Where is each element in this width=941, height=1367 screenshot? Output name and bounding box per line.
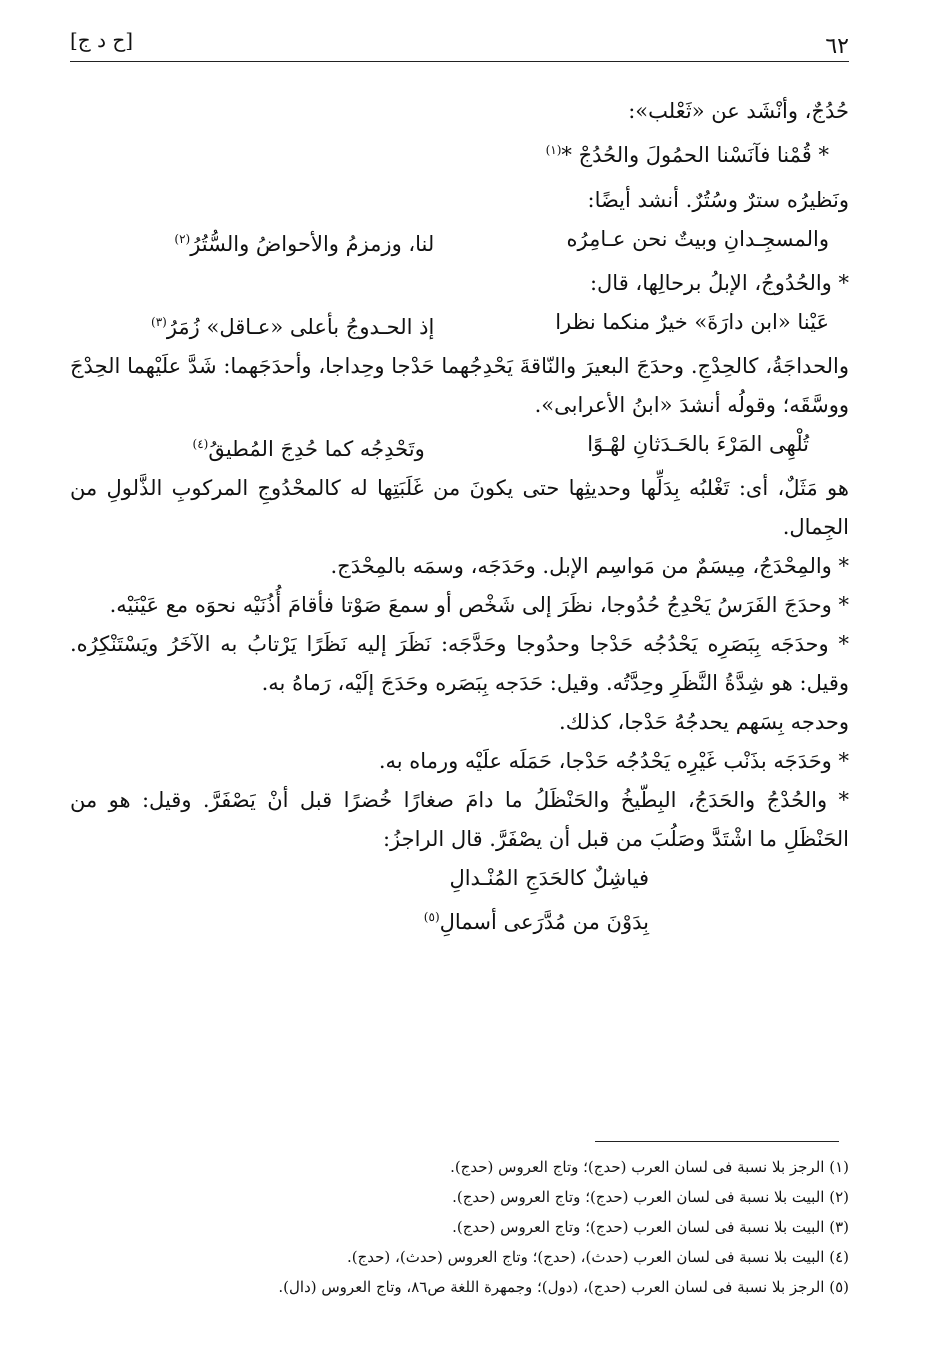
verse-line bbox=[70, 303, 849, 347]
verse-line bbox=[70, 131, 849, 175]
header-rule bbox=[70, 61, 849, 62]
verse-hemistich-2 bbox=[70, 220, 434, 264]
text-paragraph: هو مَثَلٌ، أى: تَغْلبُه بِدَلِّها وحديثِها حتى يكونَ من غَلَبَتِها له كالمحْدُوجِ المركوبِ الذَّلولِ من الجِمال. bbox=[70, 476, 849, 539]
footnote-ref: (٤) bbox=[192, 437, 209, 451]
text-paragraph: * والمِحْدَجُ، مِيسَمٌ من مَواسِم الإبل. وحَدَجَه، وسمَه بالمِحْدَج. bbox=[330, 554, 849, 578]
verse-line bbox=[70, 220, 849, 264]
page-header bbox=[70, 28, 849, 68]
verse-line bbox=[70, 898, 849, 942]
verse-text: إذ الحـدوجُ بأعلى «عـاقل» زُمَرُ bbox=[166, 315, 435, 339]
footnote-ref: (١) bbox=[545, 143, 562, 157]
footnote: (٤) البيت بلا نسبة فى لسان العرب (حدث)، (حدج)؛ وتاج العروس (حدث)، (حدج). bbox=[346, 1248, 849, 1266]
text-paragraph: * والحُدْجُ والحَدَجُ، البِطّيخُ والحَنْظَلُ ما دامَ صغارًا خُضرًا قبل أنْ يَصْفَرَّ. وقيل: هو من الحَنْظَلِ ما اشْتَدَّ وصَلُبَ من قبل أن يصْفَرَّ. قال الراجزُ: bbox=[70, 788, 849, 851]
main-text bbox=[70, 92, 849, 942]
verse-text: فياشِلٌ كالحَدَجِ المُنْـدالِ bbox=[449, 866, 649, 890]
verse-text: لنا، وزمزمُ والأحواضُ والسُّتُرُ bbox=[190, 232, 435, 256]
verse-hemistich-1: عَيْنا «ابن دارَةَ» خيرٌ منكما نظرا bbox=[555, 310, 829, 334]
footnotes bbox=[70, 1152, 849, 1302]
text-line: ونَظيرُه سترٌ وسُتُرٌ. أنشد أيضًا: bbox=[587, 188, 849, 212]
footnote-ref: (٣) bbox=[151, 315, 167, 329]
text-line: وحدجه بِسَهم يحدجُهُ حَدْجا، كذلك. bbox=[559, 710, 849, 734]
footnote-ref: (٢) bbox=[174, 232, 191, 246]
verse-hemistich-2 bbox=[70, 425, 425, 469]
footnote: (٥) الرجز بلا نسبة فى لسان العرب (حدج)، (دول)؛ وجمهرة اللغة ص٨٦، وتاج العروس (دال). bbox=[278, 1278, 849, 1296]
footnote: (١) الرجز بلا نسبة فى لسان العرب (حدج)؛ وتاج العروس (حدج). bbox=[450, 1158, 849, 1176]
text-paragraph: * وحدَجَه بِبَصَرِه يَحْدُجُه حَدْجا وحدُوجا وحَدَّجَه: نَظَرَ إليه نَظَرًا يَرْتابُ به الآخَرُ ويَسْتَنْكِرُه. وقيل: هو شِدَّةُ النَّظَرِ وحِدَّتُه. وقيل: حَدَجه بِبَصَره وحَدَجَ إلَيْه، رَماهُ به. bbox=[70, 632, 849, 695]
verse-line bbox=[70, 859, 849, 898]
verse-hemistich-1: تُلْهِى المَرْءَ بالحَـدَثانِ لهْـوًا bbox=[587, 432, 809, 456]
footnote: (٢) البيت بلا نسبة فى لسان العرب (حدج)؛ وتاج العروس (حدج). bbox=[452, 1188, 849, 1206]
verse-hemistich-1: والمسجِـدانِ وبيتٌ نحن عـامِرُه bbox=[566, 227, 829, 251]
footnote-rule bbox=[595, 1141, 839, 1142]
text-line: حُدُجٌ، وأنْشَد عن «ثَعْلب»: bbox=[628, 99, 849, 123]
page-number: ٦٢ bbox=[825, 34, 849, 59]
text-line: * والحُدُوجُ، الإبلُ برحالِها، قال: bbox=[589, 271, 849, 295]
text-paragraph: والحداجَةُ، كالحِدْجِ. وحدَجَ البعيرَ والنّاقةَ يَحْدِجُهما حَدْجا وحِداجا، وأحدَجَهما: شَدَّ علَيْهما الحِدْجَ ووسَّقَه؛ وقولُه أنشدَ «ابنُ الأعرابى». bbox=[70, 354, 849, 417]
footnote: (٣) البيت بلا نسبة فى لسان العرب (حدج)؛ وتاج العروس (حدج). bbox=[452, 1218, 849, 1236]
verse-text: بِدَوْنَ من مُدَّرَعى أسمالِ bbox=[439, 910, 649, 934]
verse-text: * قُمْنا فآنَسْنا الحمُولَ والحُدُجْ * bbox=[561, 143, 829, 167]
text-line: * وحَدَجَه بذَنْب غَيْرِه يَحْدُجُه حَدْجا، حَمَلَه علَيْه ورماه به. bbox=[378, 749, 849, 773]
verse-text: وتَحْدِجُه كما حُدِجَ المُطيقُ bbox=[208, 437, 425, 461]
text-paragraph: * وحدَجَ الفَرَسُ يَحْدِجُ حُدُوجا، نظَرَ إلى شَخْص أو سمعَ صَوْتا فأقامَ أُذُنَيْه نحوَه مع عَيْنَيْه. bbox=[109, 593, 849, 617]
footnote-ref: (٥) bbox=[423, 910, 440, 924]
section-label: [ح د ج] bbox=[70, 28, 134, 52]
verse-line bbox=[70, 425, 849, 469]
verse-hemistich-2 bbox=[70, 303, 434, 347]
